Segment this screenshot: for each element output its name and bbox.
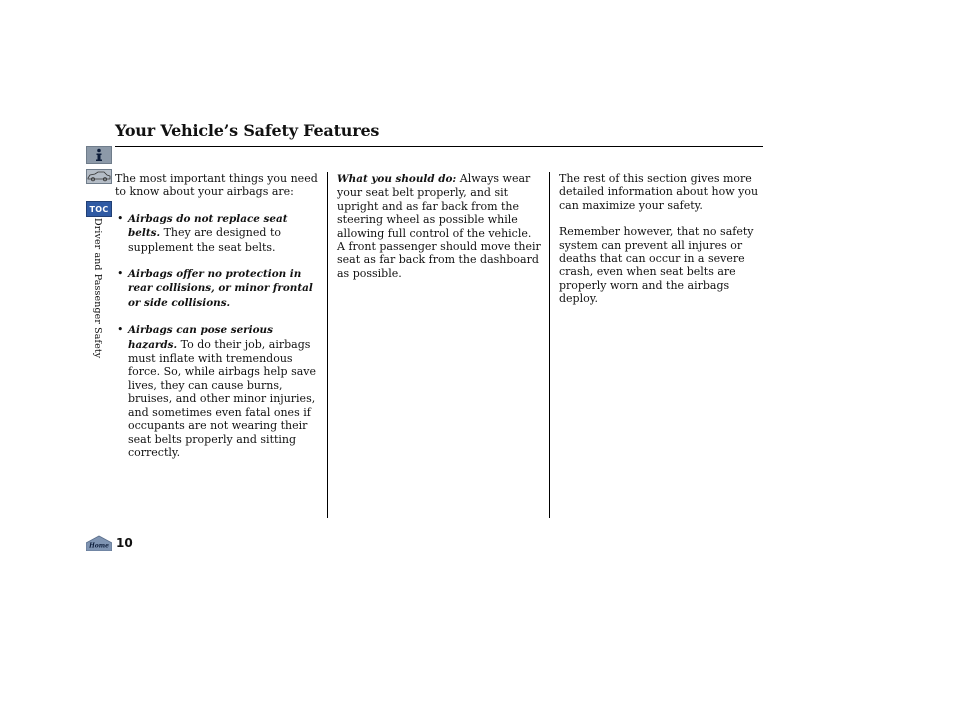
title-divider xyxy=(115,146,763,147)
car-glyph-icon xyxy=(87,171,111,182)
section-side-label: Driver and Passenger Safety xyxy=(92,218,103,359)
intro-paragraph: The most important things you need to know about your airbags are: xyxy=(115,172,318,199)
safety-warning-paragraph: Remember however, that no safety system can prevent all injures or deaths that can occur in a severe crash, even when seat belts are properly worn and the airbags deploy. xyxy=(559,225,754,306)
home-label: Home xyxy=(89,542,109,550)
what-to-do-text: Always wear your seat belt properly, and sit upright and as far back from the steering wheel as possible while allowing full control of the vehicle. A front passenger should move their seat as far back from the dashboard as possible. xyxy=(337,172,541,280)
bullet-text: To do their job, airbags must inflate with tremendous force. So, while airbags help save lives, they can cause burns, bruises, and other minor injuries, and sometimes even fatal ones if occupants are not wearing their seat belts properly and sitting correctly. xyxy=(128,337,317,459)
column-divider xyxy=(549,172,550,518)
bullet-item xyxy=(115,323,320,459)
page-title: Your Vehicle’s Safety Features xyxy=(115,121,380,140)
column-2 xyxy=(337,172,542,280)
bullet-item xyxy=(115,267,320,310)
bullet-lead: Airbags offer no protection in rear collisions, or minor frontal or side collisions. xyxy=(128,268,313,309)
info-icon[interactable] xyxy=(86,146,112,164)
section-info-paragraph: The rest of this section gives more detailed information about how you can maximize your safety. xyxy=(559,172,759,212)
bullet-icon: • xyxy=(117,211,124,225)
toc-button[interactable] xyxy=(86,201,112,217)
page-number: 10 xyxy=(116,536,133,550)
bullet-text: They are designed to supplement the seat belts. xyxy=(128,226,281,254)
column-divider xyxy=(327,172,328,518)
bullet-lead: Airbags can pose serious hazards. xyxy=(128,324,273,351)
column-3 xyxy=(559,172,769,306)
bullet-lead: Airbags do not replace seat belts. xyxy=(128,212,288,240)
bullet-icon: • xyxy=(117,267,124,281)
bullet-item xyxy=(115,212,320,254)
info-glyph-icon xyxy=(93,148,105,162)
home-icon xyxy=(86,535,112,551)
toc-label: TOC xyxy=(89,204,109,214)
home-button[interactable] xyxy=(86,535,112,551)
what-to-do-lead: What you should do: xyxy=(337,173,457,185)
car-index-icon[interactable] xyxy=(86,169,112,184)
bullet-icon: • xyxy=(117,323,124,337)
what-to-do-paragraph xyxy=(337,172,542,280)
column-1 xyxy=(115,172,320,459)
